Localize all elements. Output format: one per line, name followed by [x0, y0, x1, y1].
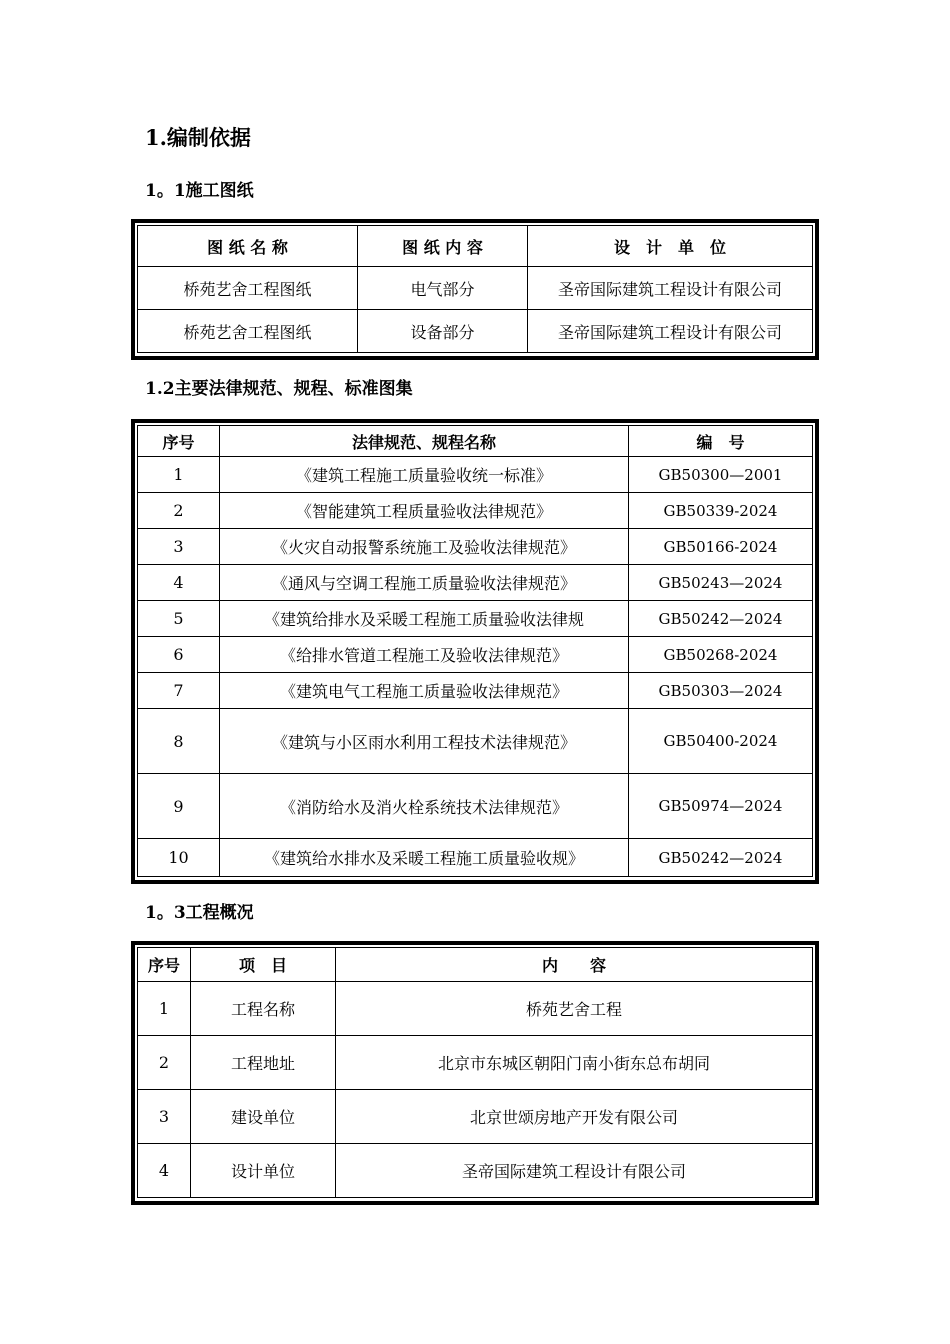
table-cell: 桥苑艺舍工程图纸: [138, 267, 358, 310]
table-cell: 《智能建筑工程质量验收法律规范》: [220, 493, 629, 529]
header-cell: 法律规范、规程名称: [220, 426, 629, 457]
table-cell: 《建筑给水排水及采暖工程施工质量验收规》: [220, 839, 629, 877]
table-cell: 7: [138, 673, 220, 709]
table-row: [138, 565, 813, 601]
table-cell: 电气部分: [358, 267, 528, 310]
table-cell: 北京市东城区朝阳门南小街东总布胡同: [336, 1036, 813, 1090]
table-cell: GB50339-2024: [629, 493, 813, 529]
table-cell: 圣帝国际建筑工程设计有限公司: [528, 310, 813, 353]
drawings-table: [131, 219, 819, 360]
table-cell: 《建筑与小区雨水利用工程技术法律规范》: [220, 709, 629, 774]
table-row: [138, 267, 813, 310]
overview-table: [131, 941, 819, 1205]
table-cell: 建设单位: [191, 1090, 336, 1144]
standards-heading: 1.2主要法律规范、规程、标准图集: [145, 379, 413, 399]
table-cell: GB50242—2024: [629, 839, 813, 877]
table-row: [138, 310, 813, 353]
table-cell: 北京世颂房地产开发有限公司: [336, 1090, 813, 1144]
header-cell: 设 计 单 位: [528, 226, 813, 267]
overview-heading: 1。3工程概况: [145, 903, 254, 923]
table-row: [138, 493, 813, 529]
table-cell: 设计单位: [191, 1144, 336, 1198]
table-header-row: [138, 226, 813, 267]
table-row: [138, 601, 813, 637]
header-cell: 内 容: [336, 948, 813, 982]
table-cell: 《建筑给排水及采暖工程施工质量验收法律规: [220, 601, 629, 637]
table-cell: 8: [138, 709, 220, 774]
table-cell: 圣帝国际建筑工程设计有限公司: [336, 1144, 813, 1198]
section-title: 1.编制依据: [145, 125, 251, 150]
table-row: [138, 457, 813, 493]
header-cell: 图 纸 内 容: [358, 226, 528, 267]
table-cell: GB50300—2001: [629, 457, 813, 493]
table-cell: 工程地址: [191, 1036, 336, 1090]
table-cell: 2: [138, 1036, 191, 1090]
table-cell: 1: [138, 982, 191, 1036]
table-cell: 《火灾自动报警系统施工及验收法律规范》: [220, 529, 629, 565]
table-row: [138, 637, 813, 673]
table-row: [138, 709, 813, 774]
table-cell: 4: [138, 565, 220, 601]
header-cell: 图 纸 名 称: [138, 226, 358, 267]
header-cell: 项 目: [191, 948, 336, 982]
table-cell: GB50974—2024: [629, 774, 813, 839]
table-cell: GB50400-2024: [629, 709, 813, 774]
table-cell: 桥苑艺舍工程: [336, 982, 813, 1036]
table-header-row: [138, 426, 813, 457]
table-cell: GB50242—2024: [629, 601, 813, 637]
table-row: [138, 1036, 813, 1090]
header-cell: 序号: [138, 426, 220, 457]
table-cell: 1: [138, 457, 220, 493]
table-cell: 4: [138, 1144, 191, 1198]
table-cell: 设备部分: [358, 310, 528, 353]
table-row: [138, 982, 813, 1036]
table-cell: 9: [138, 774, 220, 839]
header-cell: 序号: [138, 948, 191, 982]
table-header-row: [138, 948, 813, 982]
table-cell: 《建筑工程施工质量验收统一标准》: [220, 457, 629, 493]
table-cell: 《建筑电气工程施工质量验收法律规范》: [220, 673, 629, 709]
table-cell: 桥苑艺舍工程图纸: [138, 310, 358, 353]
table-cell: 《通风与空调工程施工质量验收法律规范》: [220, 565, 629, 601]
table-row: [138, 529, 813, 565]
table-cell: GB50243—2024: [629, 565, 813, 601]
standards-table: [131, 419, 819, 884]
table-cell: 圣帝国际建筑工程设计有限公司: [528, 267, 813, 310]
table-cell: 工程名称: [191, 982, 336, 1036]
table-cell: 《给排水管道工程施工及验收法律规范》: [220, 637, 629, 673]
drawings-heading: 1。1施工图纸: [145, 181, 254, 201]
table-cell: 2: [138, 493, 220, 529]
table-cell: 10: [138, 839, 220, 877]
table-cell: GB50268-2024: [629, 637, 813, 673]
header-cell: 编 号: [629, 426, 813, 457]
table-row: [138, 839, 813, 877]
table-row: [138, 673, 813, 709]
table-row: [138, 1144, 813, 1198]
table-row: [138, 1090, 813, 1144]
table-cell: GB50166-2024: [629, 529, 813, 565]
table-row: [138, 774, 813, 839]
table-cell: GB50303—2024: [629, 673, 813, 709]
table-cell: 5: [138, 601, 220, 637]
table-cell: 3: [138, 529, 220, 565]
table-cell: 6: [138, 637, 220, 673]
table-cell: 3: [138, 1090, 191, 1144]
table-cell: 《消防给水及消火栓系统技术法律规范》: [220, 774, 629, 839]
